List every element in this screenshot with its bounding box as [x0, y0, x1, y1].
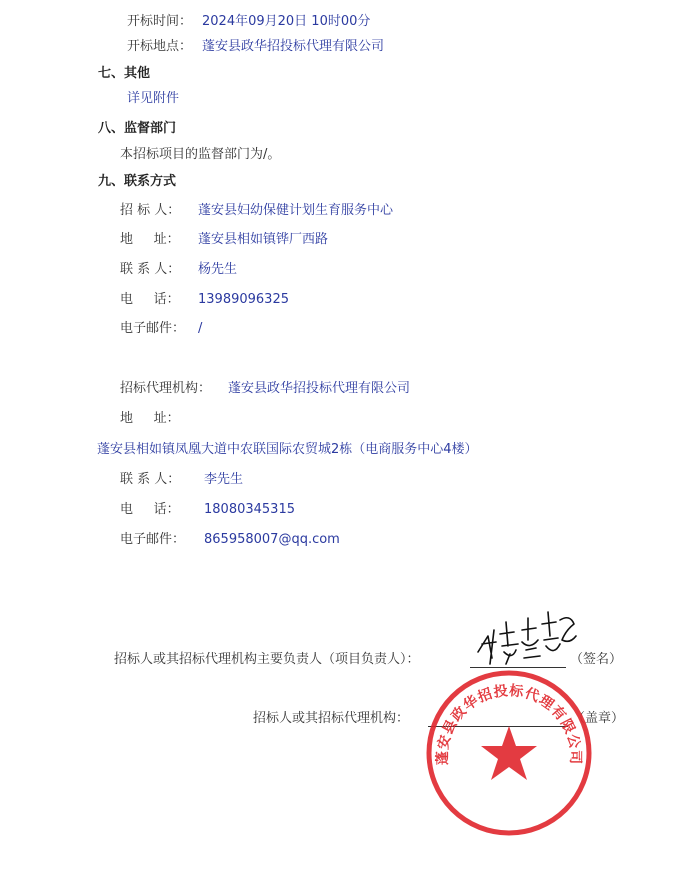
tenderer-name-label: 招 标 人： — [120, 203, 181, 218]
section-7-heading: 七、其他 — [98, 66, 151, 81]
seal-star-icon — [481, 726, 537, 780]
tenderer-name-value: 蓬安县妇幼保健计划生育服务中心 — [198, 203, 394, 218]
tenderer-phone-label: 电 话： — [120, 292, 180, 307]
responsible-person-suffix: （签名） — [570, 652, 623, 667]
agency-phone-label: 电 话： — [120, 502, 180, 517]
tenderer-contact-label: 联 系 人： — [120, 262, 181, 277]
opening-time-value: 2024年09月20日 10时00分 — [202, 14, 371, 29]
organization-suffix: （盖章） — [572, 711, 625, 726]
opening-place-label: 开标地点： — [127, 39, 193, 54]
organization-label: 招标人或其招标代理机构： — [253, 711, 410, 726]
agency-phone-value: 18080345315 — [204, 502, 295, 517]
section-8-text: 本招标项目的监督部门为/。 — [120, 147, 281, 162]
tenderer-address-label: 地 址： — [120, 232, 180, 247]
agency-address-value: 蓬安县相如镇凤凰大道中农联国际农贸城2栋（电商服务中心4楼） — [97, 442, 478, 457]
agency-contact-value: 李先生 — [204, 472, 244, 487]
seal-text: 蓬安县政华招投标代理有限公司 — [434, 683, 584, 766]
section-8-heading: 八、监督部门 — [98, 121, 177, 136]
tenderer-phone-value: 13989096325 — [198, 292, 289, 307]
company-seal — [424, 668, 594, 838]
agency-address-label: 地 址： — [120, 411, 180, 426]
agency-email-label: 电子邮件： — [120, 532, 186, 547]
section-7-text: 详见附件 — [127, 91, 180, 106]
agency-contact-label: 联 系 人： — [120, 472, 181, 487]
opening-time-label: 开标时间： — [127, 14, 193, 29]
agency-name-label: 招标代理机构： — [120, 381, 212, 396]
agency-email-value: 865958007@qq.com — [204, 532, 340, 547]
responsible-person-label: 招标人或其招标代理机构主要负责人（项目负责人）： — [114, 652, 420, 667]
tenderer-contact-value: 杨先生 — [198, 262, 238, 277]
tenderer-address-value: 蓬安县相如镇铧厂西路 — [198, 232, 329, 247]
handwritten-signature — [470, 600, 580, 670]
tenderer-email-label: 电子邮件： — [120, 321, 186, 336]
tenderer-email-value: / — [198, 321, 203, 336]
section-9-heading: 九、联系方式 — [98, 174, 177, 189]
opening-place-value: 蓬安县政华招投标代理有限公司 — [202, 39, 385, 54]
agency-name-value: 蓬安县政华招投标代理有限公司 — [228, 381, 411, 396]
